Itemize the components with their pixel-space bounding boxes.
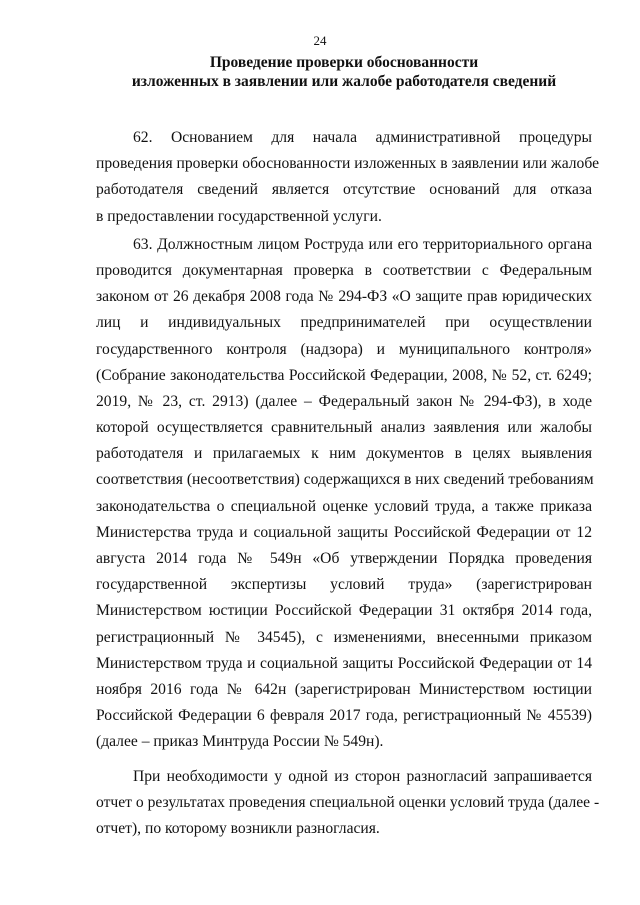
- text-line: проведения проверки обоснованности изложенных в заявлении или жалобе: [96, 155, 599, 173]
- text-line: государственной экспертизы условий труда» (зарегистрирован: [96, 576, 592, 594]
- text-line: законодательства о специальной оценке условий труда, а также приказа: [96, 497, 592, 515]
- text-line: отчет о результатах проведения специальной оценки условий труда (далее -: [96, 793, 600, 811]
- text-line: в предоставлении государственной услуги.: [96, 207, 382, 225]
- text-line: 62. Основанием для начала административной процедуры: [133, 129, 592, 146]
- text-line: работодателя и прилагаемых к ним документов в целях выявления: [96, 445, 592, 463]
- text-line: Министерством труда и социальной защиты Российской Федерации от 14: [96, 654, 592, 672]
- text-line: отчет), по которому возникли разногласия.: [96, 819, 380, 837]
- text-line: соответствия (несоответствия) содержащихся в них сведений требованиям: [96, 471, 594, 489]
- text-line: августа 2014 года № 549н «Об утверждении Порядка проведения: [96, 550, 592, 567]
- text-line: проводится документарная проверка в соответствии с Федеральным: [96, 261, 592, 279]
- text-line: Российской Федерации 6 февраля 2017 года, регистрационный № 45539): [96, 707, 592, 725]
- document-body: [96, 125, 600, 842]
- section-heading: [94, 53, 594, 91]
- page-number: 24: [313, 33, 327, 48]
- text-line: При необходимости у одной из сторон разногласий запрашивается: [133, 767, 592, 785]
- text-line: государственного контроля (надзора) и муниципального контроля»: [96, 340, 592, 358]
- text-line: Министерства труда и социальной защиты Российской Федерации от 12: [96, 523, 592, 541]
- section-heading-line-2: изложенных в заявлении или жалобе работодателя сведений: [131, 73, 557, 90]
- text-line: которой осуществляется сравнительный анализ заявления или жалобы: [96, 419, 592, 437]
- section-heading-line-1: Проведение проверки обоснованности: [209, 54, 479, 71]
- text-line: 2019, № 23, ст. 2913) (далее – Федеральный закон № 294-ФЗ), в ходе: [96, 392, 592, 410]
- text-line: работодателя сведений является отсутствие оснований для отказа: [96, 181, 592, 199]
- text-line: лиц и индивидуальных предпринимателей при осуществлении: [96, 314, 592, 332]
- text-line: 63. Должностным лицом Роструда или его территориального органа: [133, 235, 592, 253]
- text-line: Министерством юстиции Российской Федерации 31 октября 2014 года,: [96, 602, 592, 620]
- text-line: законом от 26 декабря 2008 года № 294-ФЗ «О защите прав юридических: [96, 288, 592, 306]
- text-line: (далее – приказ Минтруда России № 549н).: [96, 733, 384, 751]
- text-line: (Собрание законодательства Российской Федерации, 2008, № 52, ст. 6249;: [96, 366, 592, 384]
- text-line: регистрационный № 34545), с изменениями, внесенными приказом: [96, 628, 592, 646]
- paragraph-62: [96, 125, 599, 230]
- paragraph-63: [96, 232, 592, 756]
- paragraph-disagreement-report: [96, 764, 600, 843]
- text-line: ноября 2016 года № 642н (зарегистрирован Министерством юстиции: [96, 680, 592, 698]
